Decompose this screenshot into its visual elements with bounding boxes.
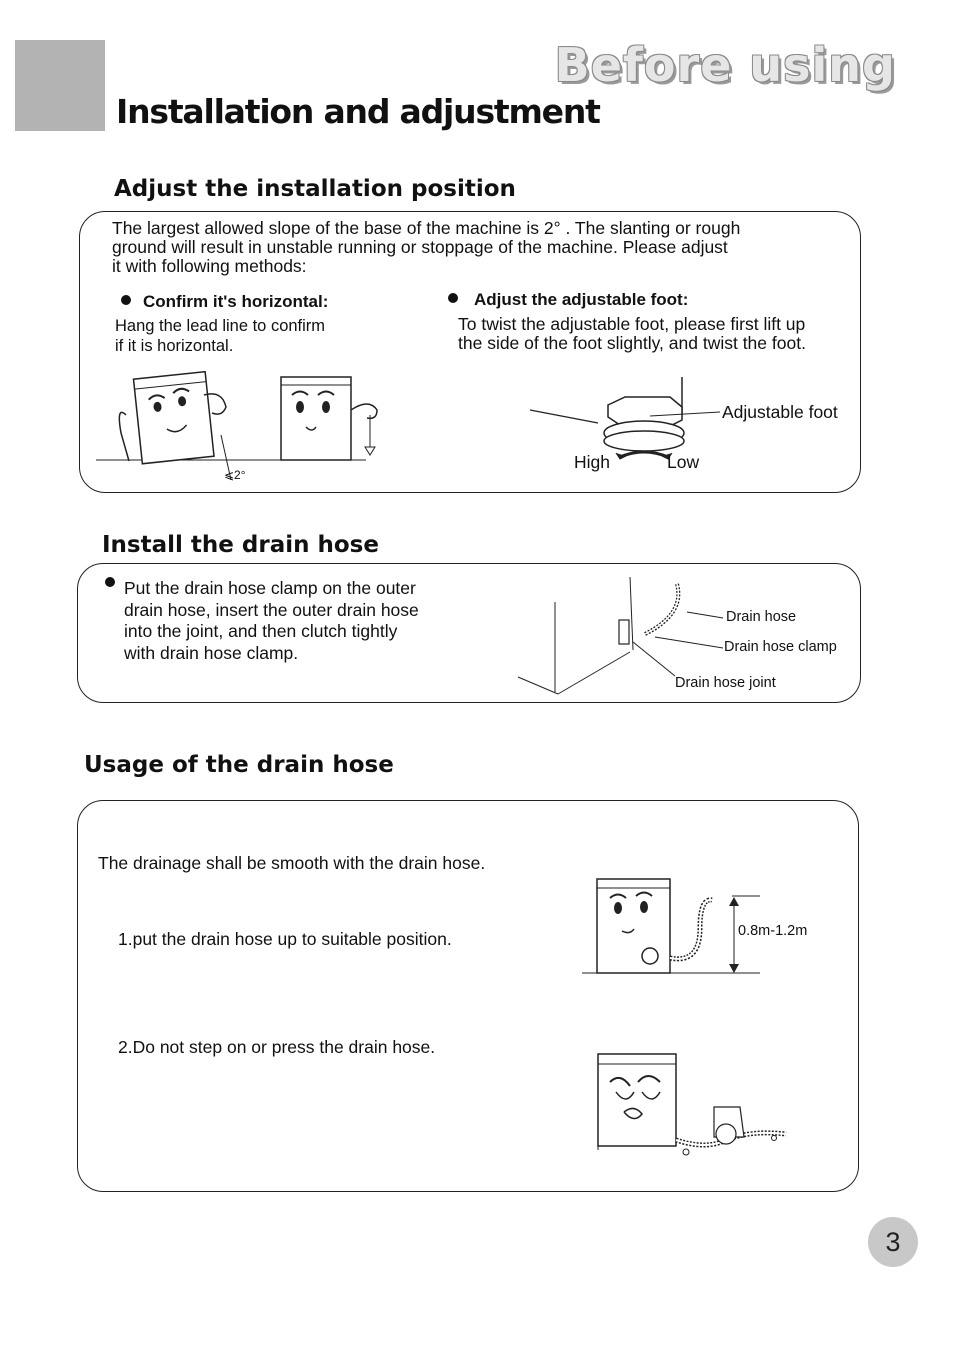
section-tag: Before using	[554, 38, 896, 92]
confirm-horizontal-title: Confirm it's horizontal:	[143, 292, 329, 311]
confirm-horizontal-line-1: Hang the lead line to confirm	[115, 317, 326, 335]
washer-raised-hose-illustration	[582, 876, 762, 976]
header-gray-square	[15, 40, 105, 131]
confirm-horizontal-line-2: if it is horizontal.	[115, 337, 234, 355]
slope-angle-label: ⩽2°	[224, 468, 246, 482]
label-high: High	[574, 452, 610, 472]
bullet-dot	[105, 577, 115, 587]
install-hose-line-3: into the joint, and then clutch tightly	[124, 621, 398, 641]
heading-usage-hose: Usage of the drain hose	[84, 752, 394, 778]
install-hose-line-4: with drain hose clamp.	[124, 643, 299, 663]
label-drain-hose-joint: Drain hose joint	[675, 675, 776, 691]
page-title: Installation and adjustment	[116, 92, 600, 131]
usage-step-1: 1.put the drain hose up to suitable position.	[118, 929, 452, 949]
page-number: 3	[868, 1217, 918, 1267]
install-hose-line-1: Put the drain hose clamp on the outer	[124, 578, 416, 598]
heading-install-hose: Install the drain hose	[102, 532, 379, 558]
foot-leader-line	[650, 408, 730, 428]
bullet-dot	[448, 293, 458, 303]
usage-intro: The drainage shall be smooth with the drain hose.	[98, 853, 486, 873]
adjust-intro-line-1: The largest allowed slope of the base of the machine is 2° . The slanting or rough	[112, 218, 741, 238]
adjust-intro-line-2: ground will result in unstable running or stoppage of the machine. Please adjust	[112, 237, 728, 257]
adjust-foot-line-1: To twist the adjustable foot, please first lift up	[458, 314, 806, 334]
heading-adjust-position: Adjust the installation position	[114, 176, 516, 202]
label-low: Low	[667, 452, 700, 472]
label-adjustable-foot: Adjustable foot	[722, 402, 838, 422]
adjust-foot-title: Adjust the adjustable foot:	[474, 290, 689, 309]
height-range-label: 0.8m-1.2m	[738, 923, 808, 939]
adjust-foot-line-2: the side of the foot slightly, and twist the foot.	[458, 333, 806, 353]
bullet-dot	[121, 295, 131, 305]
washer-stepped-hose-illustration	[596, 1052, 796, 1170]
install-hose-line-2: drain hose, insert the outer drain hose	[124, 600, 419, 620]
label-drain-hose-clamp: Drain hose clamp	[724, 639, 837, 655]
adjust-intro-line-3: it with following methods:	[112, 256, 307, 276]
label-drain-hose: Drain hose	[726, 609, 797, 625]
washer-tilted-illustration	[96, 365, 396, 480]
usage-step-2: 2.Do not step on or press the drain hose.	[118, 1037, 436, 1057]
